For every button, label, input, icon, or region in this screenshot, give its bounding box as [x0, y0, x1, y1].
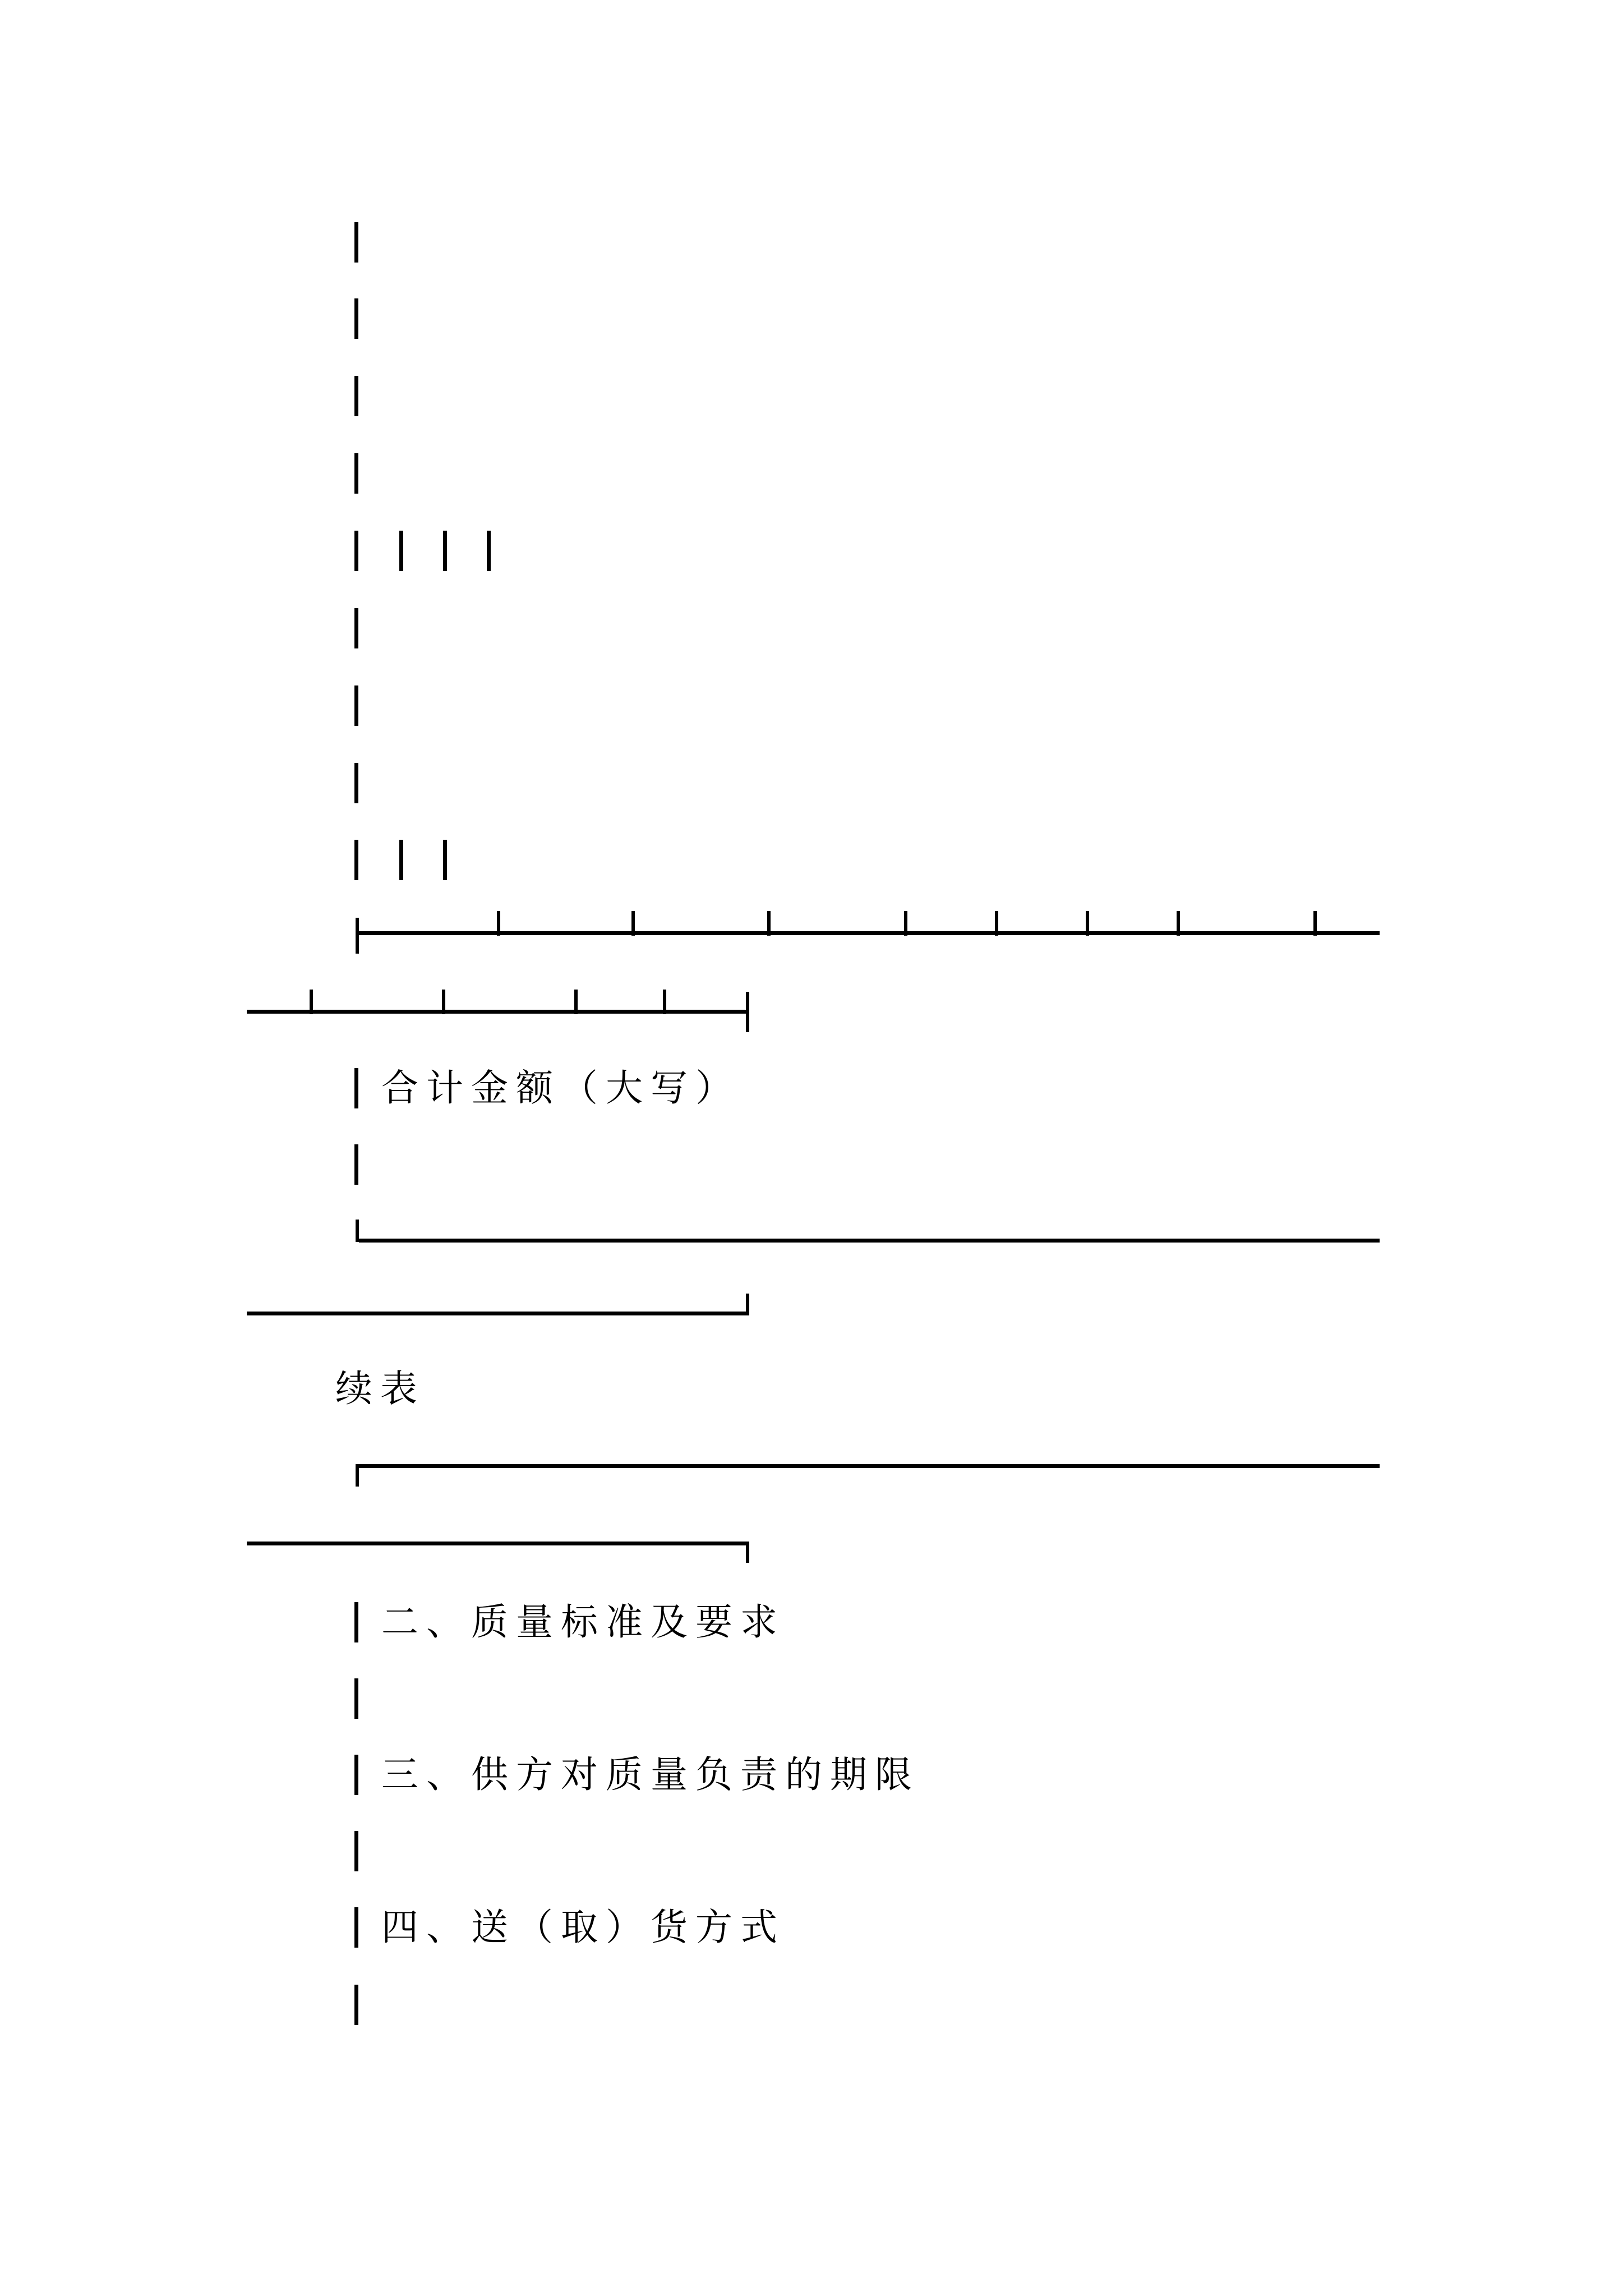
table-column-tick	[310, 990, 313, 1014]
table-border-bar	[354, 531, 358, 571]
table-column-tick	[663, 990, 666, 1014]
table-column-tick	[1313, 911, 1317, 936]
table-column-tick	[1177, 911, 1180, 936]
table-top-border	[359, 1464, 1380, 1468]
table-border-bar	[354, 298, 358, 339]
table-border-bar	[354, 1678, 358, 1719]
table-right-corner	[746, 992, 749, 1032]
table-column-tick	[1086, 911, 1089, 936]
table-border-bar	[354, 685, 358, 726]
table-bottom-border	[247, 1312, 749, 1315]
table-border-bar	[487, 531, 491, 571]
table-border-bar	[443, 840, 447, 880]
table-bottom-right-corner	[746, 1294, 749, 1315]
table-border-bar	[354, 1831, 358, 1871]
table-top-border	[247, 1542, 749, 1545]
table-border-bar	[354, 376, 358, 416]
table-column-tick	[995, 911, 998, 936]
table-border-bar	[354, 222, 358, 263]
table-row-separator	[359, 931, 1380, 935]
table-border-bar	[354, 1755, 358, 1795]
table-border-bar	[354, 453, 358, 494]
quality-responsibility-period-item: 三、供方对质量负责的期限	[381, 1753, 920, 1796]
table-border-bar	[354, 1144, 358, 1185]
table-border-bar	[399, 531, 403, 571]
continuation-label: 续表	[335, 1367, 425, 1410]
table-border-bar	[354, 608, 358, 648]
total-amount-label: 合计金额（大写）	[381, 1066, 740, 1110]
table-border-tick	[356, 918, 359, 954]
delivery-method-item: 四、送（取）货方式	[381, 1906, 785, 1949]
table-border-bar	[399, 840, 403, 880]
table-column-tick	[497, 911, 500, 936]
table-column-tick	[767, 911, 771, 936]
table-bottom-border	[359, 1239, 1380, 1243]
quality-standards-item: 二、质量标准及要求	[381, 1600, 785, 1644]
table-row-separator	[247, 1010, 749, 1014]
table-border-bar	[354, 1602, 358, 1642]
table-border-bar	[354, 1985, 358, 2025]
table-column-tick	[631, 911, 635, 936]
table-border-bar	[354, 840, 358, 880]
table-border-bar	[354, 763, 358, 803]
table-column-tick	[904, 911, 907, 936]
table-column-tick	[442, 990, 445, 1014]
table-border-bar	[354, 1907, 358, 1948]
table-border-bar	[443, 531, 447, 571]
table-border-bar	[354, 1068, 358, 1108]
table-column-tick	[574, 990, 578, 1014]
table-top-right-corner	[746, 1542, 749, 1563]
